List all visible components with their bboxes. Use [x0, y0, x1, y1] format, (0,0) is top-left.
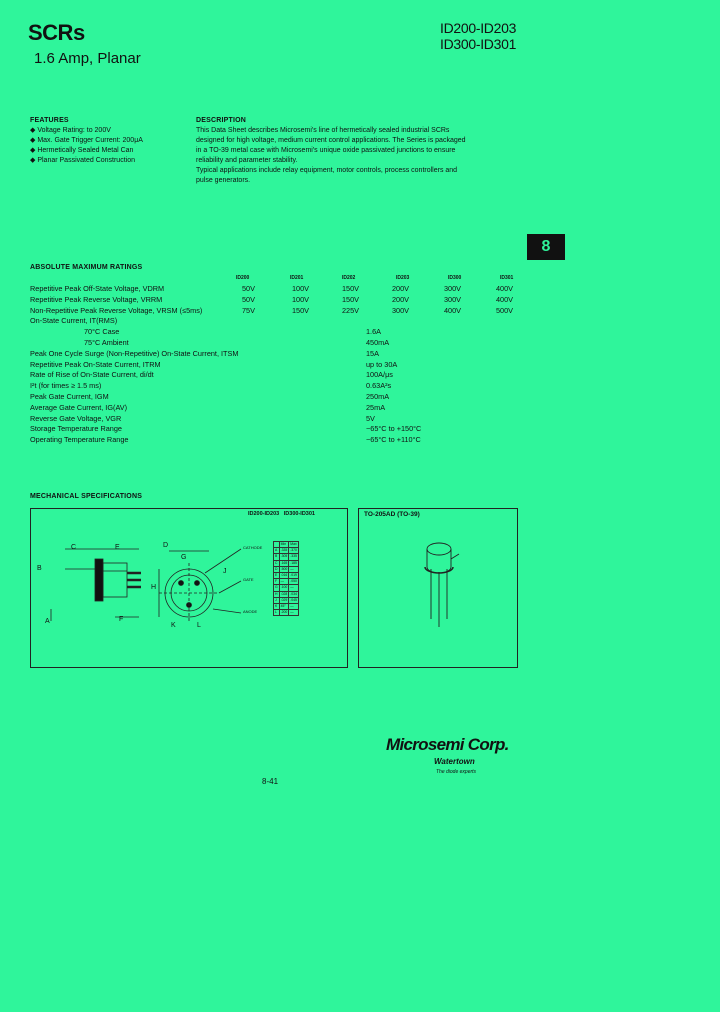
rating-label: Peak Gate Current, IGM: [30, 391, 109, 401]
rating-label: Storage Temperature Range: [30, 424, 122, 434]
dimension-cell: .500: [280, 566, 288, 571]
rating-value: 100A/μs: [366, 370, 393, 380]
ratings-row: [30, 349, 520, 360]
dimension-row: [274, 591, 299, 597]
dimension-cell: —: [279, 579, 289, 585]
page-number: 8-41: [262, 777, 279, 786]
rating-value: −65°C to +150°C: [366, 424, 422, 434]
ratings-row: [30, 392, 520, 403]
dimension-cell: F: [274, 579, 280, 585]
ratings-row: [30, 327, 520, 338]
dimension-cell: .370: [290, 548, 297, 553]
description-heading: DESCRIPTION: [196, 117, 247, 124]
dimension-cell: —: [289, 603, 299, 609]
dimension-cell: K: [275, 603, 278, 608]
ratings-column-header: ID202: [342, 275, 356, 281]
pin-label: CATHODE: [243, 545, 263, 550]
page-subtitle: 1.6 Amp, Planar: [34, 50, 141, 67]
part-range-1: ID200-ID203: [440, 20, 517, 36]
dimension-row: [274, 554, 299, 560]
rating-value: 300V: [392, 305, 410, 315]
rating-value: 25mA: [366, 402, 386, 412]
ratings-row: [30, 403, 520, 414]
dimension-row: [274, 610, 299, 616]
dimension-cell: .016: [280, 573, 288, 578]
mechanical-caption: ID200-ID203 ID300-ID301: [248, 511, 315, 517]
rating-label: Peak One Cycle Surge (Non-Repetitive) On-State Current, ITSM: [30, 348, 239, 358]
ratings-row: [30, 435, 520, 446]
part-range-2: ID300-ID301: [440, 36, 517, 52]
package-caption: TO-205AD (TO-39): [364, 511, 420, 518]
ratings-column-header: ID203: [396, 275, 410, 281]
dimension-cell: J: [274, 597, 280, 603]
dim-letter: K: [171, 622, 176, 629]
rating-label: Repetitive Peak Reverse Voltage, VRRM: [30, 294, 163, 304]
feature-item: ◆ Planar Passivated Construction: [30, 157, 135, 164]
rating-value: 75V: [242, 305, 255, 315]
company-tagline: The diode experts: [436, 769, 477, 775]
rating-label: Operating Temperature Range: [30, 435, 129, 445]
dimension-row: [274, 572, 299, 578]
to39-package-drawing: [359, 509, 519, 669]
dim-letter: B: [37, 565, 42, 572]
dimension-cell: —: [289, 566, 299, 572]
dim-letter: D: [163, 542, 169, 549]
ratings-row: [30, 295, 520, 306]
ratings-column-header: ID300: [448, 275, 462, 281]
dim-letter: G: [181, 554, 187, 561]
ratings-column-headers: [236, 275, 526, 283]
rating-label: 75°C Ambient: [84, 337, 129, 347]
rating-value: 150V: [292, 305, 310, 315]
rating-label: Repetitive Peak On-State Current, ITRM: [30, 359, 161, 369]
ratings-row: [30, 306, 520, 317]
dimension-cell: .305: [280, 554, 288, 559]
pin-label: ANODE: [243, 609, 258, 614]
rating-value: 15A: [366, 348, 379, 358]
ratings-column-header: ID200: [236, 275, 250, 281]
dimension-cell: .029: [280, 597, 288, 602]
rating-label: I²t (for times ≥ 1.5 ms): [30, 381, 102, 391]
dimension-cell: .100: [280, 585, 288, 590]
rating-value: 150V: [342, 284, 360, 293]
dimension-table: [273, 541, 299, 616]
rating-value: 1.6A: [366, 327, 382, 337]
mechanical-drawing-box: [30, 508, 348, 668]
dimension-row: [274, 548, 299, 554]
page-title: SCRs: [28, 20, 85, 45]
dimension-cell: D: [275, 566, 278, 571]
dim-letter: C: [71, 544, 77, 551]
dimension-cell: .200: [280, 610, 288, 615]
feature-item: ◆ Max. Gate Trigger Current: 200μA: [30, 137, 143, 144]
dimension-cell: E: [275, 573, 278, 578]
rating-value: 0.63A²s: [366, 381, 392, 391]
dimension-cell: .165: [280, 560, 288, 565]
package-outline-drawing: [31, 509, 349, 669]
rating-value: 100V: [292, 284, 310, 293]
dimension-cell: 45°: [279, 603, 289, 609]
dimension-cell: G: [275, 585, 278, 590]
dim-letter: J: [223, 568, 227, 575]
package-box: [358, 508, 518, 668]
company-location: Watertown: [434, 757, 475, 766]
rating-value: 50V: [242, 284, 255, 293]
features-heading: FEATURES: [30, 117, 69, 124]
dim-letter: E: [115, 544, 120, 551]
ratings-row: [30, 338, 520, 349]
rating-value: 500V: [496, 305, 514, 315]
rating-value: 150V: [342, 294, 360, 304]
dimension-cell: .185: [290, 560, 297, 565]
rating-label: Reverse Gate Voltage, VGR: [30, 413, 122, 423]
rating-label: 70°C Case: [84, 327, 120, 337]
rating-label: Repetitive Peak Off-State Voltage, VDRM: [30, 284, 165, 293]
dim-letter: A: [45, 618, 50, 625]
rating-label: Rate of Rise of On-State Current, di/dt: [30, 370, 154, 380]
ratings-row: [30, 316, 520, 327]
dimension-cell: .034: [290, 591, 297, 596]
rating-value: 450mA: [366, 337, 390, 347]
ratings-table: [30, 284, 520, 446]
ratings-row: [30, 360, 520, 371]
dimension-cell: L: [274, 610, 280, 616]
feature-item: ◆ Voltage Rating: to 200V: [30, 127, 111, 134]
dimension-cell: .335: [280, 548, 288, 553]
rating-value: −65°C to +110°C: [366, 435, 421, 445]
dim-letter: F: [119, 616, 124, 623]
ratings-row: [30, 424, 520, 435]
rating-value: 200V: [392, 294, 410, 304]
rating-label: On-State Current, IT(RMS): [30, 316, 118, 326]
dimension-cell: A: [275, 548, 278, 553]
ratings-heading: ABSOLUTE MAXIMUM RATINGS: [30, 264, 143, 271]
dimension-row: [274, 560, 299, 566]
dimension-cell: .050: [290, 579, 297, 584]
company-logo: Microsemi Corp.: [386, 735, 509, 754]
dimension-cell: Min: [279, 542, 289, 548]
dimension-cell: C: [275, 560, 278, 565]
ratings-row: [30, 284, 520, 295]
rating-value: 400V: [496, 284, 514, 293]
dimension-cell: —: [289, 610, 299, 616]
rating-value: 400V: [496, 294, 514, 304]
rating-label: Non-Repetitive Peak Reverse Voltage, VRSM (≤5ms): [30, 305, 203, 315]
rating-label: Average Gate Current, IG(AV): [30, 402, 128, 412]
section-tab: 8: [527, 234, 565, 260]
rating-value: 400V: [444, 305, 462, 315]
dimension-cell: B: [275, 554, 278, 559]
rating-value: 100V: [292, 294, 310, 304]
ratings-row: [30, 414, 520, 425]
dimension-cell: H: [275, 591, 278, 596]
rating-value: 300V: [444, 284, 462, 293]
dimension-cell: —: [289, 585, 299, 591]
dimension-cell: .019: [290, 573, 297, 578]
rating-value: 5V: [366, 413, 375, 423]
description-text: This Data Sheet describes Microsemi's line of hermetically sealed industrial SCRs designed for high voltage, medium current control applications. The Series is packaged in a TO-39 metal case with Microsemi's unique oxide passivated junctions to ensure reliability and parameter stability. Typical applications include relay equipment, motor controls, process controllers and pulse generators.: [196, 127, 466, 184]
rating-value: 50V: [242, 294, 255, 304]
pin-label: GATE: [243, 577, 254, 582]
features-list: [30, 126, 190, 166]
rating-value: up to 30A: [366, 359, 398, 369]
ratings-column-header: ID301: [500, 275, 514, 281]
ratings-row: [30, 370, 520, 381]
rating-value: 300V: [444, 294, 462, 304]
dimension-cell: .335: [290, 554, 297, 559]
rating-value: 250mA: [366, 391, 390, 401]
dim-letter: H: [151, 584, 157, 591]
dimension-cell: .028: [280, 591, 288, 596]
rating-value: 225V: [342, 305, 360, 315]
dimension-cell: Max: [290, 542, 297, 547]
rating-value: 200V: [392, 284, 410, 293]
dim-letter: L: [197, 622, 201, 629]
feature-item: ◆ Hermetically Sealed Metal Can: [30, 147, 134, 154]
mechanical-heading: MECHANICAL SPECIFICATIONS: [30, 493, 143, 500]
ratings-column-header: ID201: [290, 275, 304, 281]
dimension-cell: .045: [290, 597, 297, 602]
ratings-row: [30, 381, 520, 392]
